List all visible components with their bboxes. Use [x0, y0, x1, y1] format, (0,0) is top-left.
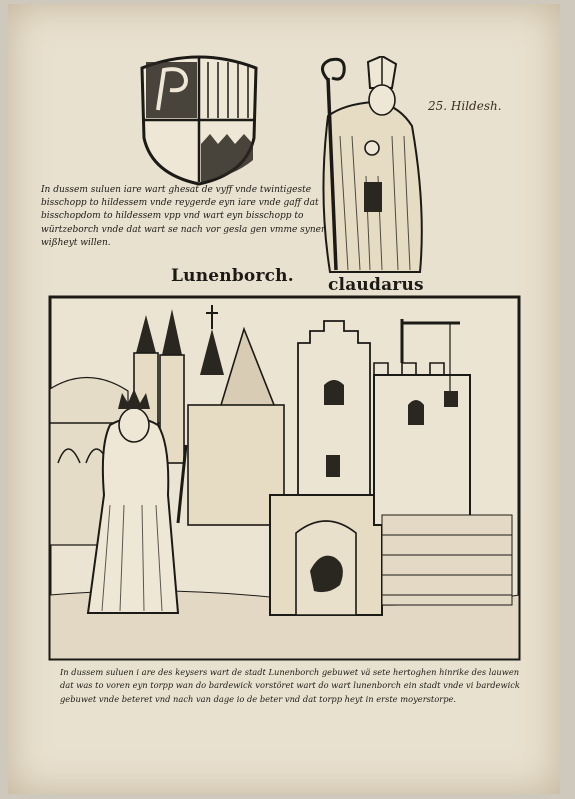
- upper-paragraph: In dussem suluen iare wart ghesat de vyff vnde twintigeste bisschopp to hildessem vnde reygerde eyn iare vnde gaff dat bisschopdom to hildessem vpp vnd wart eyn bisschopp to würtzeborch vnde dat wart se nach vor gesla gen vmme syner wißheyt willen.: [41, 185, 326, 248]
- city-woodcut-illustration: [48, 295, 521, 661]
- lower-paragraph: In dussem suluen i are des keysers wart de stadt Lunenborch gebuwet vä sete hertoghen hinrike des lauwen dat was to voren eyn torpp wan do bardewick vorstöret wart do wart lunenborch ein stadt vnde vi bardewick gebuwet vnde beteret vnd nach van dage io de beter vnd dat torpp heyt in erste moyerstorpe.: [60, 667, 520, 704]
- claudarus-caption: claudarus: [328, 275, 424, 295]
- folio-handwritten-note: 25. Hildesh.: [428, 99, 502, 113]
- coat-of-arms-woodcut: [134, 48, 264, 188]
- book-page: [8, 4, 560, 794]
- lunenborch-caption: Lunenborch.: [171, 266, 294, 286]
